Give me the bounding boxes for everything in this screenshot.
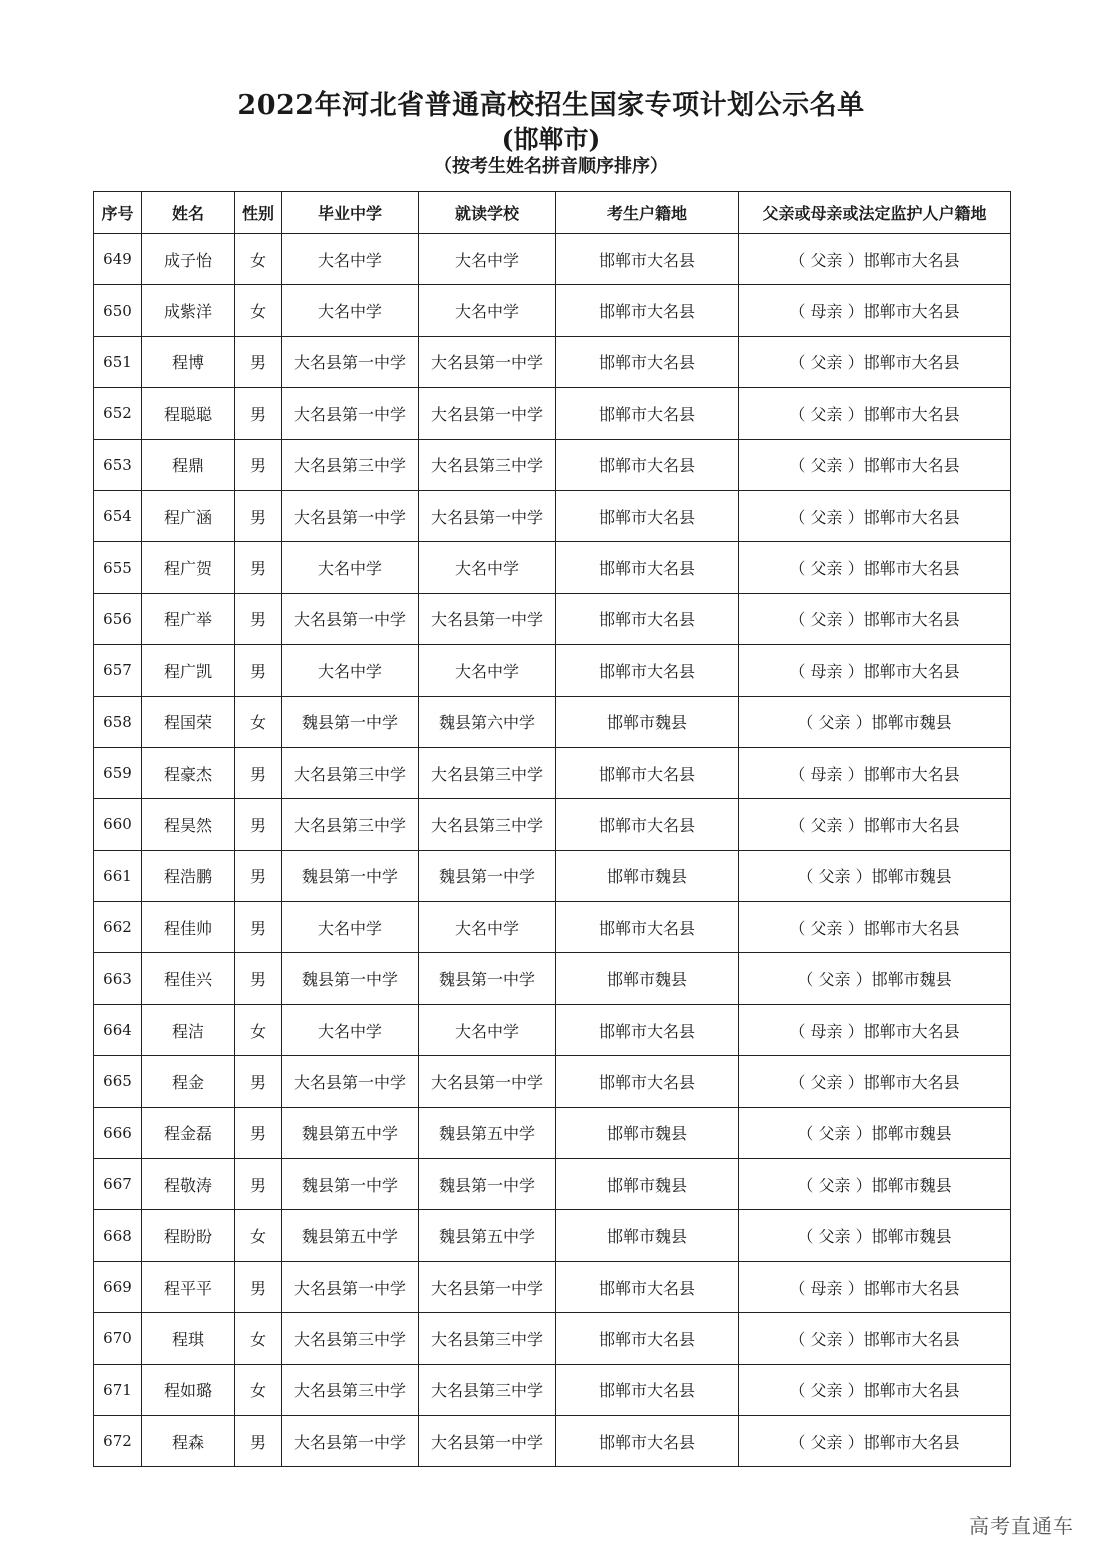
cell-current-school: 魏县第五中学	[419, 1210, 556, 1261]
cell-student-hukou: 邯郸市魏县	[556, 1159, 739, 1210]
cell-current-school: 大名县第一中学	[419, 593, 556, 644]
cell-gender: 男	[235, 902, 282, 953]
cell-current-school: 魏县第一中学	[419, 850, 556, 901]
cell-current-school: 大名中学	[419, 1004, 556, 1055]
cell-serial: 664	[94, 1004, 142, 1055]
cell-serial: 670	[94, 1313, 142, 1364]
cell-guardian-hukou: （ 父亲 ）邯郸市大名县	[739, 1415, 1011, 1466]
table-row	[94, 1004, 1011, 1055]
cell-student-hukou: 邯郸市大名县	[556, 1415, 739, 1466]
table-row	[94, 1056, 1011, 1107]
cell-current-school: 大名中学	[419, 902, 556, 953]
cell-graduated-school: 大名县第三中学	[282, 747, 419, 798]
cell-student-hukou: 邯郸市大名县	[556, 336, 739, 387]
cell-serial: 671	[94, 1364, 142, 1415]
cell-serial: 653	[94, 439, 142, 490]
table-row	[94, 1261, 1011, 1312]
cell-student-hukou: 邯郸市大名县	[556, 234, 739, 285]
header-cell-guardian-hukou: 父亲或母亲或法定监护人户籍地	[739, 192, 1011, 234]
cell-gender: 男	[235, 336, 282, 387]
cell-student-hukou: 邯郸市大名县	[556, 799, 739, 850]
cell-current-school: 大名县第一中学	[419, 1261, 556, 1312]
cell-gender: 女	[235, 1364, 282, 1415]
cell-graduated-school: 魏县第五中学	[282, 1107, 419, 1158]
roster-table	[93, 191, 1011, 1467]
table-row	[94, 285, 1011, 336]
cell-serial: 661	[94, 850, 142, 901]
cell-serial: 656	[94, 593, 142, 644]
cell-name: 程盼盼	[142, 1210, 235, 1261]
cell-guardian-hukou: （ 母亲 ）邯郸市大名县	[739, 645, 1011, 696]
document-subtitle: (邯郸市)	[501, 125, 601, 154]
cell-graduated-school: 魏县第一中学	[282, 953, 419, 1004]
cell-serial: 654	[94, 490, 142, 541]
cell-student-hukou: 邯郸市大名县	[556, 542, 739, 593]
cell-student-hukou: 邯郸市大名县	[556, 645, 739, 696]
cell-name: 程如璐	[142, 1364, 235, 1415]
table-row	[94, 1107, 1011, 1158]
cell-student-hukou: 邯郸市魏县	[556, 1107, 739, 1158]
cell-serial: 672	[94, 1415, 142, 1466]
cell-current-school: 大名县第一中学	[419, 388, 556, 439]
cell-gender: 女	[235, 1004, 282, 1055]
table-row	[94, 799, 1011, 850]
table-row	[94, 1415, 1011, 1466]
cell-guardian-hukou: （ 父亲 ）邯郸市魏县	[739, 1159, 1011, 1210]
table-row	[94, 645, 1011, 696]
cell-serial: 649	[94, 234, 142, 285]
table-row	[94, 542, 1011, 593]
cell-name: 程敬涛	[142, 1159, 235, 1210]
cell-gender: 男	[235, 850, 282, 901]
cell-student-hukou: 邯郸市大名县	[556, 593, 739, 644]
cell-graduated-school: 大名中学	[282, 645, 419, 696]
cell-serial: 660	[94, 799, 142, 850]
cell-graduated-school: 大名县第一中学	[282, 490, 419, 541]
cell-name: 程洁	[142, 1004, 235, 1055]
watermark-text: 高考直通车	[969, 1514, 1074, 1538]
cell-guardian-hukou: （ 父亲 ）邯郸市大名县	[739, 1056, 1011, 1107]
cell-gender: 女	[235, 234, 282, 285]
cell-graduated-school: 魏县第一中学	[282, 850, 419, 901]
cell-name: 程金磊	[142, 1107, 235, 1158]
cell-guardian-hukou: （ 父亲 ）邯郸市大名县	[739, 336, 1011, 387]
cell-current-school: 魏县第一中学	[419, 953, 556, 1004]
cell-guardian-hukou: （ 父亲 ）邯郸市大名县	[739, 234, 1011, 285]
cell-student-hukou: 邯郸市大名县	[556, 1056, 739, 1107]
cell-guardian-hukou: （ 父亲 ）邯郸市大名县	[739, 1313, 1011, 1364]
cell-gender: 男	[235, 645, 282, 696]
cell-guardian-hukou: （ 父亲 ）邯郸市大名县	[739, 1364, 1011, 1415]
cell-gender: 男	[235, 490, 282, 541]
cell-name: 程平平	[142, 1261, 235, 1312]
header-cell-student-hukou: 考生户籍地	[556, 192, 739, 234]
cell-serial: 655	[94, 542, 142, 593]
document-title: 2022年河北省普通高校招生国家专项计划公示名单	[237, 90, 865, 121]
table-row	[94, 490, 1011, 541]
cell-guardian-hukou: （ 父亲 ）邯郸市魏县	[739, 1107, 1011, 1158]
cell-serial: 652	[94, 388, 142, 439]
cell-gender: 男	[235, 799, 282, 850]
cell-student-hukou: 邯郸市大名县	[556, 1004, 739, 1055]
cell-name: 程广涵	[142, 490, 235, 541]
sort-note: （按考生姓名拼音顺序排序）	[434, 156, 668, 177]
cell-guardian-hukou: （ 父亲 ）邯郸市大名县	[739, 439, 1011, 490]
cell-graduated-school: 大名中学	[282, 285, 419, 336]
cell-student-hukou: 邯郸市魏县	[556, 953, 739, 1004]
table-row	[94, 439, 1011, 490]
cell-guardian-hukou: （ 母亲 ）邯郸市大名县	[739, 1261, 1011, 1312]
cell-graduated-school: 大名县第一中学	[282, 593, 419, 644]
cell-graduated-school: 大名中学	[282, 234, 419, 285]
cell-guardian-hukou: （ 父亲 ）邯郸市魏县	[739, 1210, 1011, 1261]
cell-current-school: 大名县第一中学	[419, 336, 556, 387]
cell-current-school: 大名中学	[419, 542, 556, 593]
table-header-row	[94, 192, 1011, 234]
table-row	[94, 1313, 1011, 1364]
cell-serial: 668	[94, 1210, 142, 1261]
cell-gender: 女	[235, 1313, 282, 1364]
cell-student-hukou: 邯郸市大名县	[556, 388, 739, 439]
table-row	[94, 1210, 1011, 1261]
cell-gender: 男	[235, 593, 282, 644]
cell-name: 程豪杰	[142, 747, 235, 798]
cell-guardian-hukou: （ 父亲 ）邯郸市大名县	[739, 388, 1011, 439]
header-cell-graduated-school: 毕业中学	[282, 192, 419, 234]
table-row	[94, 1364, 1011, 1415]
table-body	[94, 234, 1011, 1467]
cell-graduated-school: 魏县第一中学	[282, 1159, 419, 1210]
table-row	[94, 902, 1011, 953]
cell-gender: 男	[235, 439, 282, 490]
cell-current-school: 魏县第一中学	[419, 1159, 556, 1210]
cell-gender: 女	[235, 285, 282, 336]
cell-current-school: 大名县第一中学	[419, 1056, 556, 1107]
cell-gender: 男	[235, 1261, 282, 1312]
cell-current-school: 大名县第三中学	[419, 439, 556, 490]
header-cell-gender: 性别	[235, 192, 282, 234]
cell-guardian-hukou: （ 父亲 ）邯郸市魏县	[739, 850, 1011, 901]
table-row	[94, 696, 1011, 747]
cell-current-school: 大名县第三中学	[419, 799, 556, 850]
table-row	[94, 388, 1011, 439]
cell-graduated-school: 大名县第一中学	[282, 1056, 419, 1107]
cell-graduated-school: 大名县第三中学	[282, 1313, 419, 1364]
cell-serial: 657	[94, 645, 142, 696]
cell-graduated-school: 大名县第一中学	[282, 336, 419, 387]
cell-graduated-school: 大名县第一中学	[282, 1261, 419, 1312]
cell-serial: 667	[94, 1159, 142, 1210]
cell-name: 程广举	[142, 593, 235, 644]
cell-guardian-hukou: （ 父亲 ）邯郸市大名县	[739, 542, 1011, 593]
cell-serial: 663	[94, 953, 142, 1004]
cell-name: 程昊然	[142, 799, 235, 850]
cell-graduated-school: 大名县第三中学	[282, 439, 419, 490]
cell-student-hukou: 邯郸市魏县	[556, 696, 739, 747]
cell-serial: 659	[94, 747, 142, 798]
cell-name: 程浩鹏	[142, 850, 235, 901]
cell-serial: 666	[94, 1107, 142, 1158]
cell-guardian-hukou: （ 母亲 ）邯郸市大名县	[739, 285, 1011, 336]
cell-serial: 650	[94, 285, 142, 336]
cell-guardian-hukou: （ 母亲 ）邯郸市大名县	[739, 747, 1011, 798]
cell-student-hukou: 邯郸市大名县	[556, 902, 739, 953]
header-cell-serial: 序号	[94, 192, 142, 234]
cell-guardian-hukou: （ 父亲 ）邯郸市大名县	[739, 902, 1011, 953]
cell-gender: 男	[235, 953, 282, 1004]
cell-current-school: 魏县第五中学	[419, 1107, 556, 1158]
cell-gender: 男	[235, 1107, 282, 1158]
cell-name: 程森	[142, 1415, 235, 1466]
cell-name: 程广凯	[142, 645, 235, 696]
cell-name: 程国荣	[142, 696, 235, 747]
cell-current-school: 大名县第一中学	[419, 1415, 556, 1466]
cell-graduated-school: 大名中学	[282, 1004, 419, 1055]
cell-guardian-hukou: （ 父亲 ）邯郸市魏县	[739, 696, 1011, 747]
cell-graduated-school: 大名县第三中学	[282, 799, 419, 850]
cell-gender: 男	[235, 747, 282, 798]
cell-student-hukou: 邯郸市大名县	[556, 1313, 739, 1364]
table-row	[94, 336, 1011, 387]
table-row	[94, 1159, 1011, 1210]
cell-guardian-hukou: （ 父亲 ）邯郸市大名县	[739, 593, 1011, 644]
cell-graduated-school: 魏县第一中学	[282, 696, 419, 747]
cell-student-hukou: 邯郸市大名县	[556, 490, 739, 541]
cell-gender: 女	[235, 696, 282, 747]
cell-name: 程博	[142, 336, 235, 387]
cell-guardian-hukou: （ 父亲 ）邯郸市魏县	[739, 953, 1011, 1004]
cell-graduated-school: 魏县第五中学	[282, 1210, 419, 1261]
cell-current-school: 大名县第三中学	[419, 1364, 556, 1415]
cell-serial: 662	[94, 902, 142, 953]
cell-current-school: 大名中学	[419, 234, 556, 285]
cell-current-school: 大名县第一中学	[419, 490, 556, 541]
table-row	[94, 593, 1011, 644]
cell-name: 程佳帅	[142, 902, 235, 953]
cell-name: 程金	[142, 1056, 235, 1107]
cell-gender: 男	[235, 1159, 282, 1210]
cell-graduated-school: 大名县第三中学	[282, 1364, 419, 1415]
cell-graduated-school: 大名中学	[282, 542, 419, 593]
cell-student-hukou: 邯郸市魏县	[556, 850, 739, 901]
cell-student-hukou: 邯郸市大名县	[556, 1364, 739, 1415]
cell-guardian-hukou: （ 父亲 ）邯郸市大名县	[739, 799, 1011, 850]
cell-student-hukou: 邯郸市大名县	[556, 285, 739, 336]
cell-gender: 女	[235, 1210, 282, 1261]
cell-student-hukou: 邯郸市大名县	[556, 747, 739, 798]
cell-name: 程广贺	[142, 542, 235, 593]
header-cell-name: 姓名	[142, 192, 235, 234]
cell-current-school: 魏县第六中学	[419, 696, 556, 747]
cell-name: 程鼎	[142, 439, 235, 490]
cell-serial: 651	[94, 336, 142, 387]
table-row	[94, 953, 1011, 1004]
cell-current-school: 大名县第三中学	[419, 747, 556, 798]
cell-gender: 男	[235, 388, 282, 439]
cell-name: 成子怡	[142, 234, 235, 285]
cell-name: 程琪	[142, 1313, 235, 1364]
cell-graduated-school: 大名中学	[282, 902, 419, 953]
cell-name: 程聪聪	[142, 388, 235, 439]
table-row	[94, 747, 1011, 798]
cell-serial: 665	[94, 1056, 142, 1107]
cell-student-hukou: 邯郸市魏县	[556, 1210, 739, 1261]
cell-name: 成紫洋	[142, 285, 235, 336]
cell-current-school: 大名中学	[419, 285, 556, 336]
cell-gender: 男	[235, 1415, 282, 1466]
cell-gender: 男	[235, 1056, 282, 1107]
header-cell-current-school: 就读学校	[419, 192, 556, 234]
cell-name: 程佳兴	[142, 953, 235, 1004]
table-row	[94, 234, 1011, 285]
cell-guardian-hukou: （ 母亲 ）邯郸市大名县	[739, 1004, 1011, 1055]
cell-guardian-hukou: （ 父亲 ）邯郸市大名县	[739, 490, 1011, 541]
cell-student-hukou: 邯郸市大名县	[556, 439, 739, 490]
cell-graduated-school: 大名县第一中学	[282, 388, 419, 439]
cell-graduated-school: 大名县第一中学	[282, 1415, 419, 1466]
table-row	[94, 850, 1011, 901]
cell-current-school: 大名中学	[419, 645, 556, 696]
cell-serial: 669	[94, 1261, 142, 1312]
cell-student-hukou: 邯郸市大名县	[556, 1261, 739, 1312]
cell-serial: 658	[94, 696, 142, 747]
cell-gender: 男	[235, 542, 282, 593]
cell-current-school: 大名县第三中学	[419, 1313, 556, 1364]
